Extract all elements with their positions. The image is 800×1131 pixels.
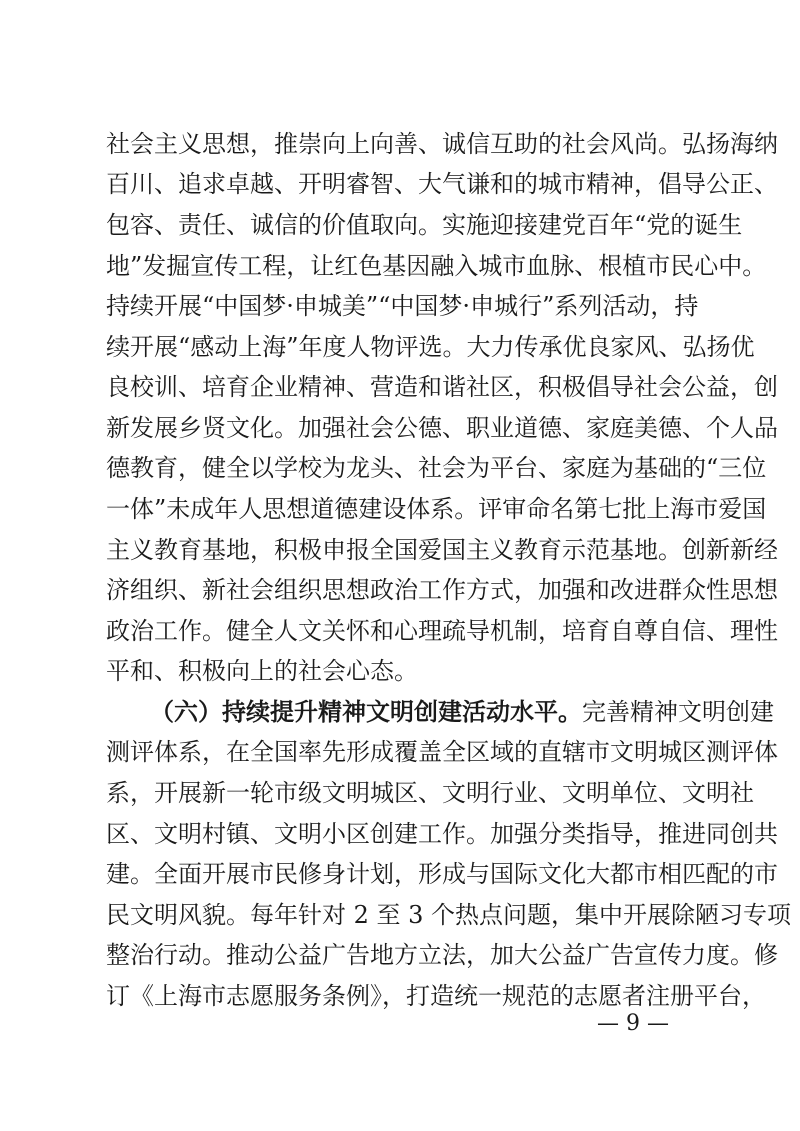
text-line: 建。全面开展市民修身计划，形成与国际文化大都市相匹配的市 <box>106 860 778 888</box>
text-line: 社会主义思想，推崇向上向善、诚信互助的社会风尚。弘扬海纳 <box>106 130 778 158</box>
text-line: 一体”未成年人思想道德建设体系。评审命名第七批上海市爱国 <box>106 495 767 523</box>
text-line: 系，开展新一轮市级文明城区、文明行业、文明单位、文明社 <box>106 779 754 807</box>
text-line: 济组织、新社会组织思想政治工作方式，加强和改进群众性思想 <box>106 576 778 604</box>
text-line: 政治工作。健全人文关怀和心理疏导机制，培育自尊自信、理性 <box>106 617 778 645</box>
text-line: 地”发掘宣传工程，让红色基因融入城市血脉、根植市民心中。 <box>106 252 767 280</box>
text-line: 平和、积极向上的社会心态。 <box>106 657 418 685</box>
text-line: 良校训、培育企业精神、营造和谐社区，积极倡导社会公益，创 <box>106 373 778 401</box>
text-line: 测评体系，在全国率先形成覆盖全区域的直辖市文明城区测评体 <box>106 738 778 766</box>
text-line: 整治行动。推动公益广告地方立法，加大公益广告宣传力度。修 <box>106 941 778 969</box>
section-heading-line <box>150 697 774 727</box>
page-number: — 9 — <box>597 1011 669 1036</box>
text-line: 持续开展“中国梦·申城美”“中国梦·申城行”系列活动，持 <box>106 292 699 320</box>
section-heading: （六）持续提升精神文明创建活动水平。 <box>150 697 582 726</box>
text-line: 续开展“感动上海”年度人物评选。大力传承优良家风、弘扬优 <box>106 333 755 361</box>
text-line: 民文明风貌。每年针对 2 至 3 个热点问题，集中开展除陋习专项 <box>106 901 792 929</box>
text-line: 百川、追求卓越、开明睿智、大气谦和的城市精神，倡导公正、 <box>106 170 778 198</box>
text-line: 订《上海市志愿服务条例》，打造统一规范的志愿者注册平台， <box>106 982 766 1010</box>
text-line: 德教育，健全以学校为龙头、社会为平台、家庭为基础的“三位 <box>106 454 767 482</box>
text-line: 包容、责任、诚信的价值取向。实施迎接建党百年“党的诞生 <box>106 211 743 239</box>
heading-line-text: 完善精神文明创建 <box>582 698 774 726</box>
text-line: 主义教育基地，积极申报全国爱国主义教育示范基地。创新新经 <box>106 536 778 564</box>
text-line: 区、文明村镇、文明小区创建工作。加强分类指导，推进同创共 <box>106 820 778 848</box>
text-line: 新发展乡贤文化。加强社会公德、职业道德、家庭美德、个人品 <box>106 414 778 442</box>
